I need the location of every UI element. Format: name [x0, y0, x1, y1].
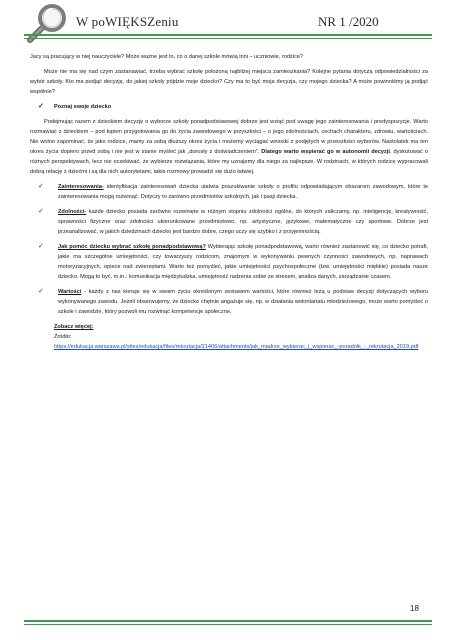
issue-number: NR 1 /2020 [318, 14, 379, 29]
header-divider [24, 34, 432, 36]
section-heading-text: Poznaj swoje dziecko [54, 104, 112, 110]
magnifier-icon [22, 2, 70, 46]
emphasis-text: Dlatego warto wspierać go w autonomii decyzji [261, 149, 390, 155]
footer-divider [24, 620, 432, 622]
list-item-text: identyfikacja zainteresowań dziecka ułatwia poszukiwanie szkoły o profilu odpowiadającym obszarom zawodowym, które te zainteresowania mogą rozwinąć. Dotyczy to zarówno przedmiotów szkolnych, jak i pasji dziecka. [58, 184, 428, 200]
source-label: Źródło: [54, 334, 72, 340]
checkmark-icon: ✓ [38, 243, 44, 250]
checkmark-icon: ✓ [38, 103, 44, 110]
questions-paragraph: Może nie ma się nad czym zastanawiać, trzeba wybrać szkołę położoną najbliżej miejsca zamieszkania? Kolejne pytania dotyczą odpowiedzialności za wybór szkoły. Kto ma podjąć decyzję, do jakiej szkoły pójdzie moje dziecko? Czy ma to być moja decyzja, czy mojego dziecka? A może powinniśmy ją podjąć wspólnie? [30, 69, 428, 95]
source-block [30, 322, 428, 352]
list-item [34, 207, 428, 237]
list-item [34, 287, 428, 317]
header-divider-thin [24, 38, 432, 39]
article-body [30, 52, 428, 352]
footer-divider-thin [24, 624, 432, 625]
intro-paragraph: Jacy są pracujący w niej nauczyciele? Może ważne jest to, co o danej szkole mówią inni – uczniowie, rodzice? [30, 54, 303, 60]
know-your-child-paragraph [30, 117, 428, 177]
paragraph-text: , dyskutować o różnych perspektywach, lecz nie oczekiwać, że wybierze rozwiązania, które my uznajemy dla niego za najlepsze. W rodzinach, w których rodzice wypracowali dobrą relację z dziećmi i są dla nich autorytetami, takie rozmowy prowadzi się dużo łatwiej. [30, 149, 429, 175]
checkmark-icon: ✓ [38, 183, 44, 190]
checkmark-icon: ✓ [38, 288, 44, 295]
list-item-text: Wybierając szkołę ponadpodstawową, warto również zastanowić się, co dziecko potrafi, jakie ma szczególne umiejętności, czy towarzyszy rodzicom, znajomym w wykonywaniu pewnych czynności zawodowych, np. naprawach motoryzacyjnych, opiece nad zwierzętami. Warto też pomyśleć, jakie umiejętności psychospołeczne (tzw. umiejętności miękkie) posiada nasze dziecko. Mogą to być, m.in.: komunikacja międzyludzka, umiejętność radzenia sobie ze stresem, analiza danych, zarządzanie czasem. [58, 244, 428, 280]
list-item [34, 242, 428, 282]
list-item-text: - każdy z nas kieruje się w swoim życiu określonym zestawem wartości, które również leżą u podstaw decyzji dotyczących wyboru wykonywanego zawodu. Jeżeli obserwujemy, że dziecko chętnie angażuje się, np. w działania wolontariatu młodzieżowego, może warto pomyśleć o szkole i zawodzie, który pozwoli mu rozwinąć kompetencje społeczne. [58, 289, 428, 315]
see-more-label: Zobacz więcej: [54, 324, 94, 330]
list-item-text: każde dziecko posiada zarówno rozwinięte w różnym stopniu zdolności ogólne, do których zaliczamy, np. inteligencję, kreatywność, sprawności fizyczne oraz zdolności ukierunkowane przedmiotowo, np. artystyczne, językowe, matematyczne czy sportowe. Dobrze jest przeanalizować, w jakich dziedzinach dziecko jest bardzo dobre, czego uczy się szybko i z przyjemnością. [58, 209, 428, 235]
page-number: 18 [410, 604, 419, 613]
list-item-label: Wartości [58, 289, 82, 295]
source-link[interactable]: https://edukacja.warszawa.pl/sites/edukacja/files/rekrutacja/21406/attachments/jak_madrze_wybierac_i_wspierac_-poradnik_-_rekrutacja_2019.pdf [54, 344, 419, 350]
checkmark-icon: ✓ [38, 208, 44, 215]
list-item-label: Zdolności- [58, 209, 87, 215]
list-item [34, 182, 428, 202]
list-item-label: Zainteresowania- [58, 184, 104, 190]
paragraph-text: Podejmując razem z dzieckiem decyzję o wyborze szkoły ponadpodstawowej dobrze jest wziąć pod uwagę jego zainteresowania i predyspozycje. Warto rozmawiać z dzieckiem – pod kątem przygotowania go do życia zawodowego w przyszłości – o jego zdolnościach, cechach charakteru, zdrowiu, wartościach. Nie wolno zapominać, że jako rodzice, mamy za sobą dłuższy okres życia i możemy wyciągać wnioski z podjętych w przeszłości wyborów. Nastolatek ma ten okres życia dopiero przed sobą i nie jest w stanie myśleć jak „dorosły z doświadczeniem”. [30, 119, 428, 155]
masthead-title: W poWIĘKSZeniu [76, 14, 179, 29]
list-item-label: Jak pomóc dziecku wybrać szkołę ponadpodstawową? [58, 244, 206, 250]
section-heading [30, 102, 428, 112]
